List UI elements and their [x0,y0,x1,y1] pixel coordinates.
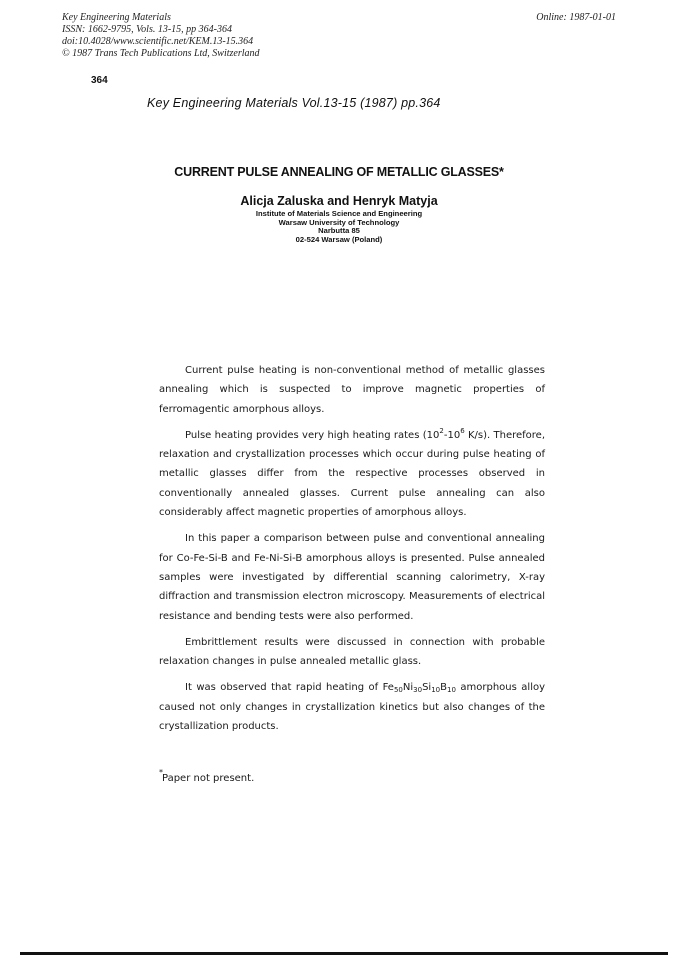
paragraph-5 [159,678,545,736]
affiliation [0,210,678,244]
footnote [159,768,255,785]
paragraph-1: Current pulse heating is non-conventional method of metallic glasses annealing which is suspected to improve magnetic properties of ferromagentic amorphous alloys. [159,365,545,415]
footnote-marker: * [159,768,163,777]
paragraph-2 [159,426,545,522]
text-run: It was observed that rapid heating of Fe [185,682,394,694]
page-number: 364 [91,75,108,86]
header-metadata [62,12,260,60]
affiliation-line: Institute of Materials Science and Engineering [255,209,423,218]
element-symbol: B [440,682,447,694]
copyright-line: © 1987 Trans Tech Publications Ltd, Switzerland [62,48,260,59]
online-date: Online: 1987-01-01 [536,12,616,23]
exponent: 6 [460,426,465,435]
running-title: Key Engineering Materials Vol.13-15 (1987) pp.364 [147,96,441,110]
subscript: 10 [447,686,456,695]
text-run: amorphous alloy caused not only changes in crystallization kinetics but also changes of the crystallization products. [159,682,546,733]
element-symbol: Ni [402,682,414,694]
text-run: -10 [443,429,461,441]
issn-line: ISSN: 1662-9795, Vols. 13-15, pp 364-364 [62,24,232,35]
affiliation-line: 02-524 Warsaw (Poland) [295,234,383,244]
paragraph-4: Embrittlement results were discussed in connection with probable relaxation changes in pulse annealed metallic glass. [159,636,545,668]
paper-title: CURRENT PULSE ANNEALING OF METALLIC GLASSES* [174,165,504,179]
text-run: Pulse heating provides very high heating rates (10 [185,429,440,441]
subscript: 30 [413,686,423,695]
exponent: 2 [439,426,444,435]
element-symbol: Si [422,682,432,694]
affiliation-line: Warsaw University of Technology [278,217,400,227]
authors: Alicja Zaluska and Henryk Matyja [240,194,438,208]
bottom-rule [20,952,668,955]
footnote-text: Paper not present. [162,773,255,784]
text-run: K/s). Therefore, relaxation and crystallization processes which occur during pulse heating of metallic glasses differ from the respective processes observed in conventionally annealed glasses. Current pulse annealing can also considerably affect magnetic properties of amorphous alloys. [159,429,546,519]
abstract-body [159,361,545,743]
doi-link[interactable]: doi:10.4028/www.scientific.net/KEM.13-15.364 [62,36,254,47]
affiliation-line: Narbutta 85 [318,226,360,236]
subscript: 50 [393,686,403,695]
journal-name: Key Engineering Materials [62,12,171,23]
subscript: 10 [431,686,441,695]
paragraph-3: In this paper a comparison between pulse and conventional annealing for Co-Fe-Si-B and Fe-Ni-Si-B amorphous alloys is presented. Pulse annealed samples were investigated by differential scanning calorimetry, X-ray diffraction and transmission electron microscopy. Measurements of electrical resistance and bending tests were also performed. [159,533,545,622]
